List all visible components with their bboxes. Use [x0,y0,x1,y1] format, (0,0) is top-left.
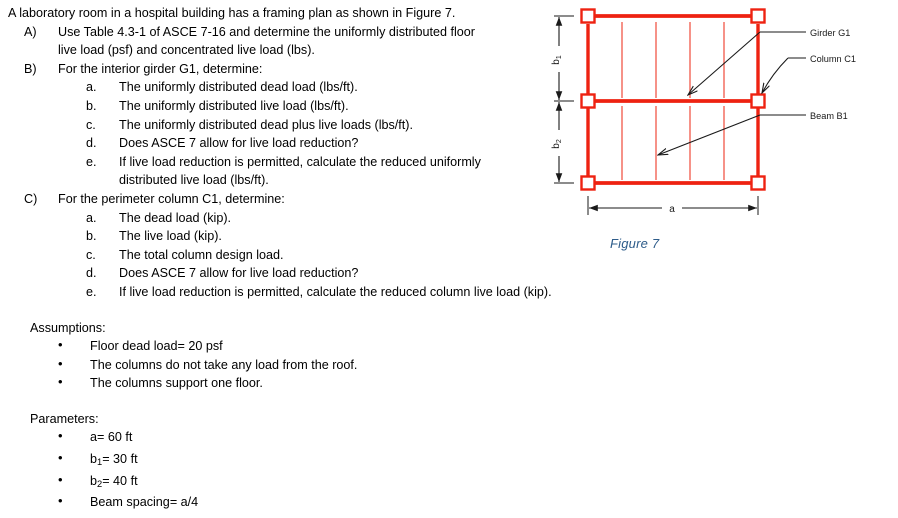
annotation-label-column-c1: Column C1 [810,54,856,64]
parameter-item-b1 [6,450,620,472]
intro-sentence: A laboratory room in a hospital building has a framing plan as shown in Figure 7. [8,6,456,20]
parameter-a-value: = 60 ft [97,430,133,445]
section-c-item-b [6,227,620,246]
vertical-dimension-b2 [551,102,574,183]
parameter-beam-spacing-value: = a/4 [169,495,199,510]
column-marker [582,177,595,190]
section-b [6,60,620,79]
dimension-label-a: a [669,204,675,215]
section-a-line1: Use Table 4.3-1 of ASCE 7-16 and determine the uniformly distributed floor [58,24,475,39]
annotation-beam-b1 [658,111,848,155]
bullet-icon: • [58,374,63,390]
parameter-b1-value: = 30 ft [102,452,138,467]
section-c-marker: C) [24,191,38,206]
section-b-item-e-line2: distributed live load (lbs/ft). [119,173,269,188]
section-b-item-a-text: The uniformly distributed dead load (lbs/ft). [119,80,358,95]
section-c-item-a [6,209,620,228]
bullet-icon: • [58,355,63,371]
assumption-item-3-text: The columns support one floor. [90,376,263,391]
parameter-b1-symbol: b [90,452,98,467]
column-marker-c1 [752,95,765,108]
bullet-icon: • [58,428,63,444]
bullet-icon: • [58,337,63,353]
section-b-item-a [6,78,620,97]
figure-caption: Figure 7 [610,236,660,251]
column-marker [582,10,595,23]
leader-arrow [762,58,788,93]
section-c-item-a-marker: a. [86,210,97,225]
section-c-item-e-marker: e. [86,284,97,299]
framing-plan-svg [548,0,898,270]
section-b-item-b-marker: b. [86,98,97,113]
section-c-item-b-text: The live load (kip). [119,229,222,244]
bullet-icon: • [58,471,63,487]
section-b-item-d-text: Does ASCE 7 allow for live load reduction? [119,136,359,151]
parameter-b2-value: = 40 ft [102,473,138,488]
framing-plan-figure [548,0,898,270]
section-c-item-e [6,283,620,302]
assumption-item-3 [6,374,620,393]
parameter-b1-subscript: 1 [97,457,103,468]
annotation-label-girder-g1: Girder G1 [810,28,851,38]
section-c-item-d [6,264,620,283]
section-b-item-d-marker: d. [86,136,97,151]
section-c-item-a-text: The dead load (kip). [119,210,232,225]
section-c-item-b-marker: b. [86,229,97,244]
column-marker [752,177,765,190]
section-c-item-c [6,246,620,265]
parameter-b2-symbol: b [90,473,98,488]
dimension-label-b2: $b_2$ [551,139,563,149]
dimension-label-b1: $b_1$ [551,55,563,65]
assumption-item-2-text: The columns do not take any load from the roof. [90,357,358,372]
section-b-item-c [6,116,620,135]
section-c-item-c-marker: c. [86,247,96,262]
parameter-item-a-text [90,430,132,444]
annotation-column-c1 [762,54,856,93]
section-c [6,190,620,209]
parameter-item-a [6,428,620,450]
horizontal-dimension-a [588,196,758,216]
section-b-marker: B) [24,61,37,76]
section-c-item-d-text: Does ASCE 7 allow for live load reduction? [119,266,359,281]
parameter-item-b2 [6,472,620,494]
parameter-b2-subscript: 2 [97,478,103,489]
section-c-line1: For the perimeter column C1, determine: [58,191,285,206]
section-b-item-b [6,97,620,116]
vertical-dimension-b1 [551,16,574,101]
leader-arrow [658,115,760,155]
section-b-item-e [6,153,620,190]
parameters-heading: Parameters: [30,411,99,426]
section-b-line1: For the interior girder G1, determine: [58,61,263,76]
section-b-item-b-text: The uniformly distributed live load (lbs/ft). [119,98,349,113]
assumption-item-1 [6,337,620,356]
column-marker [582,95,595,108]
section-c-item-e-text: If live load reduction is permitted, calculate the reduced column live load (kip). [119,284,552,299]
parameter-item-b1-text [90,452,138,466]
bullet-icon: • [58,493,63,509]
section-c-item-c-text: The total column design load. [119,247,284,262]
section-a [6,23,620,60]
annotation-label-beam-b1: Beam B1 [810,111,848,121]
girder-lines-horizontal [592,16,754,183]
bullet-icon: • [58,450,63,466]
parameter-item-b2-text [90,474,138,488]
section-b-item-e-marker: e. [86,154,97,169]
parameter-a-symbol: a [90,430,98,445]
section-b-item-c-text: The uniformly distributed dead plus live loads (lbs/ft). [119,117,413,132]
section-b-item-d [6,134,620,153]
parameter-item-beam-spacing-text [90,495,198,509]
parameter-beam-spacing-symbol: Beam spacing [90,495,170,510]
section-a-marker: A) [24,24,37,39]
section-a-line2: live load (psf) and concentrated live load (lbs). [58,43,315,58]
assumption-item-2 [6,356,620,375]
assumptions-heading: Assumptions: [30,320,106,335]
parameter-item-beam-spacing [6,493,620,515]
section-b-item-e-line1: If live load reduction is permitted, calculate the reduced uniformly [119,154,481,169]
assumption-item-1-text: Floor dead load= 20 psf [90,339,223,354]
section-b-item-c-marker: c. [86,117,96,132]
section-b-item-a-marker: a. [86,80,97,95]
column-marker [752,10,765,23]
section-c-item-d-marker: d. [86,266,97,281]
